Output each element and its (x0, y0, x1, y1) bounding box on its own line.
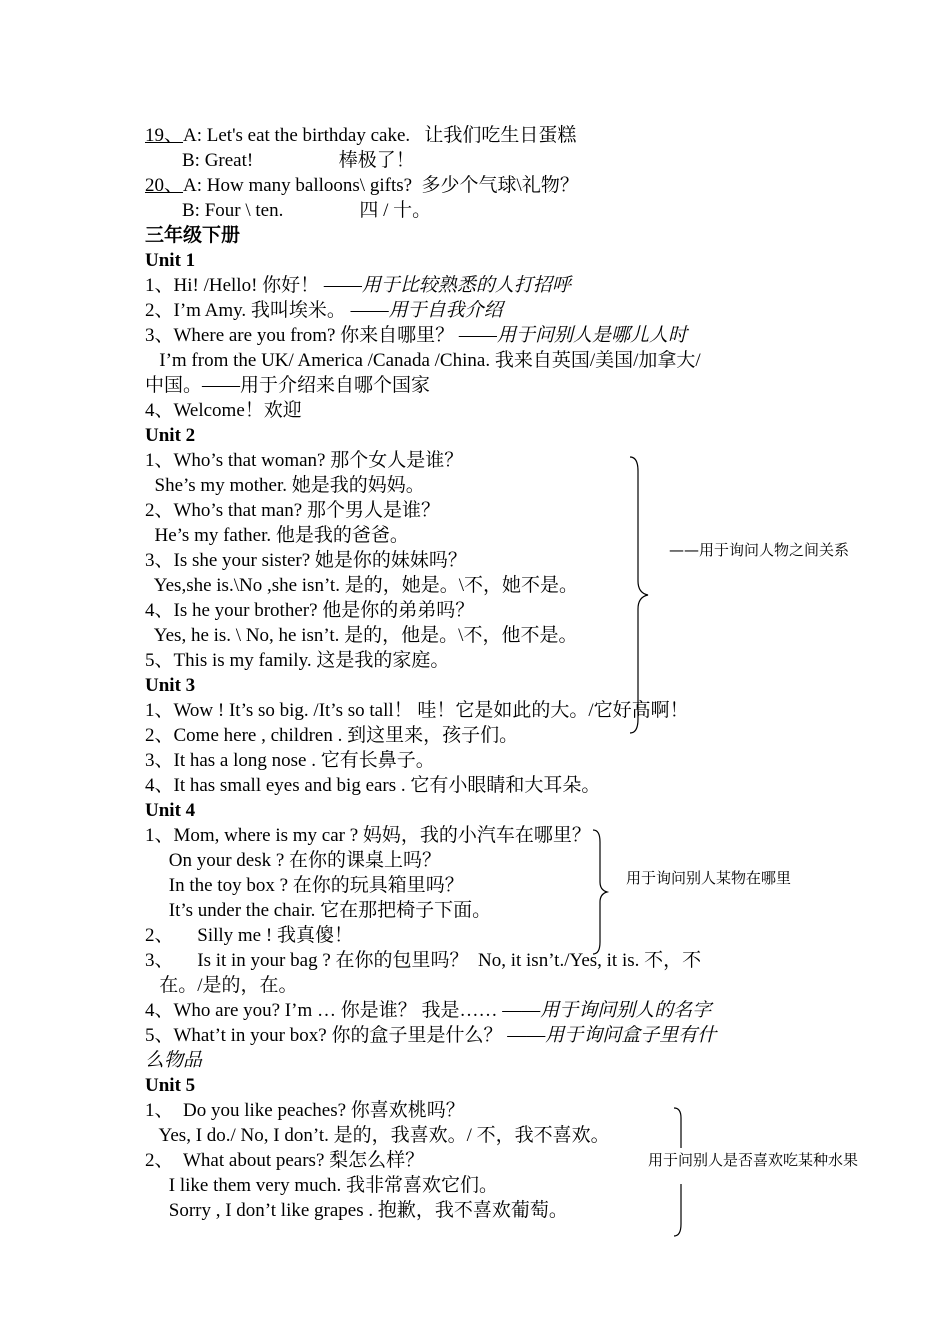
unit-4-heading: Unit 4 (145, 800, 196, 821)
unit-3-line-2: 2、Come here , children . 到这里来，孩子们。 (145, 725, 519, 746)
unit-4-line-4: 4、Who are you? I’m … 你是谁？ 我是…… ——用于询问别人的名字 (145, 1000, 712, 1021)
line-20a: 20、A: How many balloons\ gifts? 多少个气球\礼物？ (145, 175, 579, 196)
unit-2-line-3b: Yes,she is.\No ,she isn’t. 是的，她是。\不，她不是。 (145, 575, 578, 596)
unit-4-line-5b: 么物品 (145, 1050, 203, 1071)
item-number-19: 19、 (145, 125, 184, 146)
unit-2-line-1: 1、Who’s that woman? 那个女人是谁？ (145, 450, 464, 471)
unit-2-line-2b: He’s my father. 他是我的爸爸。 (145, 525, 409, 546)
unit-2-line-5: 5、This is my family. 这是我的家庭。 (145, 650, 450, 671)
grade-heading: 三年级下册 (145, 225, 241, 246)
unit-5-line-2b: I like them very much. 我非常喜欢它们。 (145, 1175, 499, 1196)
where-note: 用于询问别人某物在哪里 (626, 869, 792, 887)
unit-4-line-1b: On your desk ? 在你的课桌上吗？ (145, 850, 442, 871)
fruit-brace (673, 1106, 693, 1238)
unit-3-heading: Unit 3 (145, 675, 196, 696)
unit-2-heading: Unit 2 (145, 425, 196, 446)
unit-5-line-2c: Sorry , I don’t like grapes . 抱歉，我不喜欢葡萄。 (145, 1200, 568, 1221)
line-19b: B: Great! 棒极了！ (182, 150, 415, 171)
relation-note: ——用于询问人物之间关系 (669, 541, 850, 559)
unit-4-line-1d: It’s under the chair. 它在那把椅子下面。 (145, 900, 492, 921)
unit-2-line-4: 4、Is he your brother? 他是你的弟弟吗？ (145, 600, 475, 621)
unit-4-line-3b: 在。/是的，在。 (145, 975, 298, 996)
unit-3-line-1: 1、Wow ! It’s so big. /It’s so tall！ 哇！它是如此的大。/它好高啊！ (145, 700, 689, 721)
line-20b: B: Four \ ten. 四 / 十。 (182, 200, 432, 221)
line-19a: 19、A: Let's eat the birthday cake. 让我们吃生日蛋糕 (145, 125, 577, 146)
unit-1-line-4: 4、Welcome！欢迎 (145, 400, 302, 421)
fruit-note: 用于问别人是否喜欢吃某种水果 (648, 1151, 859, 1169)
unit-1-heading: Unit 1 (145, 250, 196, 271)
unit-4-line-2: 2、 Silly me ! 我真傻！ (145, 925, 353, 946)
unit-1-line-3: 3、Where are you from? 你来自哪里？ ——用于问别人是哪儿人时 (145, 325, 687, 346)
unit-4-line-1: 1、Mom, where is my car ? 妈妈，我的小汽车在哪里？ (145, 825, 591, 846)
unit-2-line-1b: She’s my mother. 她是我的妈妈。 (145, 475, 425, 496)
unit-4-line-5: 5、What’t in your box? 你的盒子里是什么？ ——用于询问盒子里有什 (145, 1025, 717, 1046)
unit-4-line-3: 3、 Is it in your bag ? 在你的包里吗？ No, it isn’t./Yes, it is. 不，不 (145, 950, 702, 971)
unit-4-line-1c: In the toy box ? 在你的玩具箱里吗？ (145, 875, 464, 896)
unit-1-line-2: 2、I’m Amy. 我叫埃米。 ——用于自我介绍 (145, 300, 503, 321)
unit-1-line-3b: I’m from the UK/ America /Canada /China. 我来自英国/美国/加拿大/ (145, 350, 701, 371)
unit-1-line-3c: 中国。——用于介绍来自哪个国家 (145, 375, 431, 396)
unit-5-heading: Unit 5 (145, 1075, 196, 1096)
unit-2-line-2: 2、Who’s that man? 那个男人是谁？ (145, 500, 440, 521)
unit-5-line-1b: Yes, I do./ No, I don’t. 是的，我喜欢。/ 不，我不喜欢。 (145, 1125, 610, 1146)
item-number-20: 20、 (145, 175, 184, 196)
unit-2-line-4b: Yes, he is. \ No, he isn’t. 是的，他是。\不，他不是。 (145, 625, 578, 646)
unit-3-line-3: 3、It has a long nose . 它有长鼻子。 (145, 750, 435, 771)
unit-2-line-3: 3、Is she your sister? 她是你的妹妹吗？ (145, 550, 467, 571)
unit-5-line-2: 2、 What about pears? 梨怎么样？ (145, 1150, 425, 1171)
relation-brace (628, 455, 658, 735)
unit-5-line-1: 1、 Do you like peaches? 你喜欢桃吗？ (145, 1100, 465, 1121)
where-brace (592, 828, 612, 956)
unit-1-line-1: 1、Hi! /Hello! 你好！ ——用于比较熟悉的人打招呼 (145, 275, 571, 296)
unit-3-line-4: 4、It has small eyes and big ears . 它有小眼睛和大耳朵。 (145, 775, 601, 796)
